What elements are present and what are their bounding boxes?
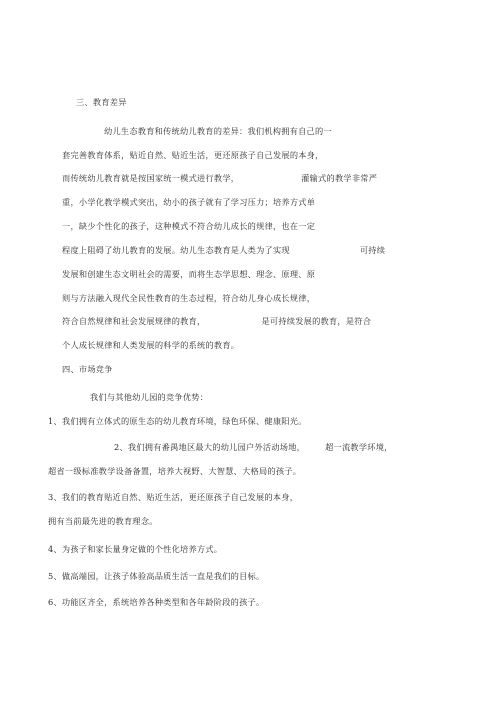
paragraph-line: 我们与其他幼儿园的竞争优势： — [90, 392, 209, 402]
paragraph-line: 一，缺少个性化的孩子，这种模式不符合幼儿成长的规律，也在一定 — [62, 221, 316, 231]
section-4-heading: 四、市场竞争 — [62, 364, 113, 374]
paragraph-line — [62, 245, 385, 256]
paragraph-line: 则与方法融入现代全民性教育的生态过程，符合幼儿身心成长规律， — [62, 293, 316, 303]
list-item: 5、做高端园，让孩子体验高品质生活一直是我们的目标。 — [48, 571, 265, 581]
section-3-heading: 三、教育差异 — [76, 97, 127, 107]
list-item: 3、我们的教育贴近自然、贴近生活，更还原孩子自己发展的本身， — [48, 492, 299, 502]
paragraph-segment: 程度上阻碍了幼儿教育的发展。幼儿生态教育是人类为了实现 — [62, 245, 290, 255]
paragraph-segment: 灌输式的教学非常严 — [301, 173, 378, 183]
paragraph-segment: 而传统幼儿教育就是按国家统一模式进行教学， — [62, 173, 240, 183]
list-item — [114, 442, 393, 453]
paragraph-line — [62, 173, 377, 184]
list-item: 1、我们拥有立体式的原生态的幼儿教育环境，绿色环保、健康阳光。 — [48, 416, 307, 426]
list-item: 4、为孩子和家长量身定做的个性化培养方式。 — [48, 544, 223, 554]
paragraph-segment: 可持续 — [359, 245, 386, 255]
paragraph-segment: 是可持续发展的教育，是符合 — [261, 316, 372, 326]
list-item-segment: 超一流教学环境， — [325, 442, 393, 452]
paragraph-line: 套完善教育体系，贴近自然、贴近生活，更还原孩子自己发展的本身， — [62, 150, 324, 160]
list-item: 6、功能区齐全，系统培养各种类型和各年龄阶段的孩子。 — [48, 597, 265, 607]
paragraph-line: 重，小学化教学模式突出，幼小的孩子就有了学习压力；培养方式单 — [62, 197, 316, 207]
paragraph-line: 个人成长规律和人类发展的科学的系统的教育。 — [62, 340, 240, 350]
list-item-continuation: 拥有当前最先进的教育理念。 — [48, 516, 158, 526]
list-item-continuation: 超省一级标准教学设备备置，培养大视野、大智慧、大格局的孩子。 — [48, 466, 302, 476]
paragraph-line: 幼儿生态教育和传统幼儿教育的差异：我们机构拥有自己的一 — [104, 126, 332, 136]
list-item-segment: 2、我们拥有番禺地区最大的幼儿园户外活动场地， — [114, 442, 306, 452]
paragraph-line: 发展和创建生态文明社会的需要，而将生态学思想、理念、原理、原 — [62, 269, 316, 279]
paragraph-segment: 符合自然规律和社会发展规律的教育， — [62, 316, 206, 326]
paragraph-line — [62, 316, 371, 327]
